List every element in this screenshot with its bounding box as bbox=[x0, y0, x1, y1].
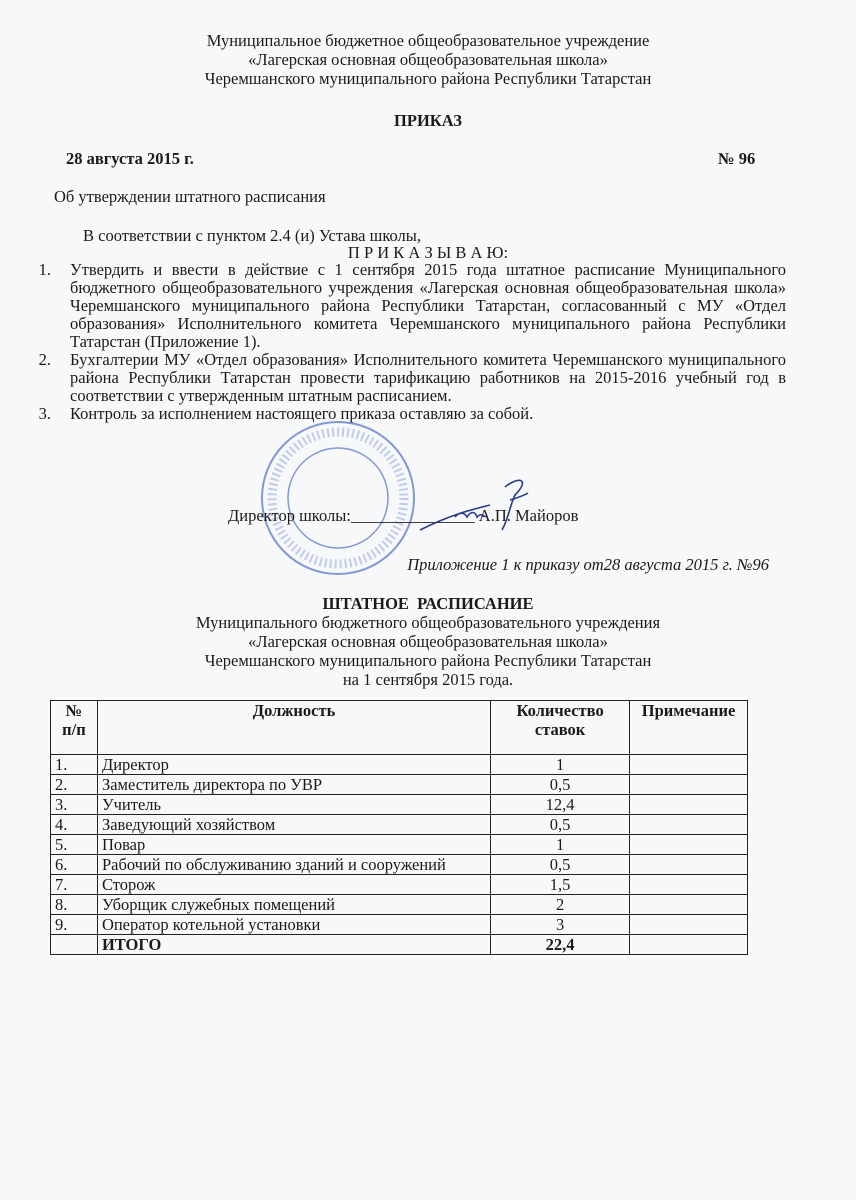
total-quantity: 22,4 bbox=[491, 935, 630, 955]
order-items bbox=[26, 261, 786, 423]
cell-note bbox=[630, 915, 748, 935]
subtitle-line: Черемшанского муниципального района Республики Татарстан bbox=[204, 651, 652, 670]
item-number: 1. bbox=[38, 260, 51, 279]
header-line: Черемшанского муниципального района Республики Татарстан bbox=[204, 69, 652, 88]
cell-number: 5. bbox=[51, 835, 98, 855]
cell-quantity: 0,5 bbox=[491, 855, 630, 875]
subtitle-line: Муниципального бюджетного общеобразовательного учреждения bbox=[195, 613, 661, 632]
appendix-title: ШТАТНОЕ РАСПИСАНИЕ bbox=[322, 594, 534, 613]
cell-number: 7. bbox=[51, 875, 98, 895]
cell-position: Заведующий хозяйством bbox=[97, 815, 490, 835]
cell-quantity: 1 bbox=[491, 755, 630, 775]
subtitle-line: на 1 сентября 2015 года. bbox=[342, 670, 514, 689]
cell-note bbox=[630, 855, 748, 875]
signature-label: Директор школы: bbox=[228, 506, 351, 525]
cell-position: Заместитель директора по УВР bbox=[97, 775, 490, 795]
header-quantity: Количество ставок bbox=[491, 701, 630, 755]
cell-position: Повар bbox=[97, 835, 490, 855]
item-text: Бухгалтерии МУ «Отдел образования» Исполнительного комитета Черемшанского муниципального района Республики Татарстан провести тарификацию работников на 2015-2016 учебный год в соответствии с утвержденным штатным расписанием. bbox=[70, 350, 786, 405]
header-position: Должность bbox=[97, 701, 490, 755]
header-line: «Лагерская основная общеобразовательная школа» bbox=[248, 50, 608, 69]
header-line: Муниципальное бюджетное общеобразовательное учреждение bbox=[206, 31, 650, 50]
appendix-note: Приложение 1 к приказу от28 августа 2015 г. №96 bbox=[407, 555, 769, 574]
header-note: Примечание bbox=[630, 701, 748, 755]
cell-note bbox=[630, 755, 748, 775]
order-item bbox=[26, 351, 786, 405]
cell-position: Рабочий по обслуживанию зданий и сооружений bbox=[97, 855, 490, 875]
cell-position: Учитель bbox=[97, 795, 490, 815]
order-item bbox=[26, 261, 786, 351]
cell-number: 2. bbox=[51, 775, 98, 795]
table-row bbox=[51, 775, 748, 795]
appendix-subtitle bbox=[0, 613, 856, 689]
cell-quantity: 12,4 bbox=[491, 795, 630, 815]
total-label: ИТОГО bbox=[97, 935, 490, 955]
table-row bbox=[51, 915, 748, 935]
cell-position: Сторож bbox=[97, 875, 490, 895]
institution-header bbox=[0, 31, 856, 88]
cell-number: 8. bbox=[51, 895, 98, 915]
cell-quantity: 1,5 bbox=[491, 875, 630, 895]
table-header-row bbox=[51, 701, 748, 755]
cell-quantity: 0,5 bbox=[491, 775, 630, 795]
table-row bbox=[51, 875, 748, 895]
cell-empty bbox=[51, 935, 98, 955]
subtitle-line: «Лагерская основная общеобразовательная школа» bbox=[248, 632, 608, 651]
cell-note bbox=[630, 895, 748, 915]
cell-empty bbox=[630, 935, 748, 955]
table-row bbox=[51, 835, 748, 855]
table-row bbox=[51, 795, 748, 815]
order-basis: В соответствии с пунктом 2.4 (и) Устава школы, bbox=[83, 226, 421, 245]
handwritten-signature bbox=[410, 475, 560, 545]
cell-position: Директор bbox=[97, 755, 490, 775]
cell-number: 4. bbox=[51, 815, 98, 835]
cell-note bbox=[630, 815, 748, 835]
item-number: 2. bbox=[38, 350, 51, 369]
staff-table bbox=[50, 700, 748, 955]
cell-quantity: 0,5 bbox=[491, 815, 630, 835]
order-number: № 96 bbox=[718, 149, 756, 168]
table-total-row bbox=[51, 935, 748, 955]
order-decree: П Р И К А З Ы В А Ю: bbox=[347, 243, 509, 262]
cell-number: 3. bbox=[51, 795, 98, 815]
cell-quantity: 1 bbox=[491, 835, 630, 855]
signer-name: А.П. Майоров bbox=[478, 506, 579, 525]
signature-line: _______________ bbox=[350, 506, 475, 525]
cell-quantity: 2 bbox=[491, 895, 630, 915]
cell-note bbox=[630, 775, 748, 795]
order-title: ПРИКАЗ bbox=[394, 111, 462, 130]
order-subject: Об утверждении штатного расписания bbox=[54, 187, 326, 206]
cell-number: 9. bbox=[51, 915, 98, 935]
cell-note bbox=[630, 835, 748, 855]
table-row bbox=[51, 755, 748, 775]
cell-number: 6. bbox=[51, 855, 98, 875]
item-text: Утвердить и ввести в действие с 1 сентября 2015 года штатное расписание Муниципального бюджетного общеобразовательного учреждения «Лагерская основная общеобразовательная школа» Черемшанского муниципального района Республики Татарстан, согласованный с МУ «Отдел образования» Исполнительного комитета Черемшанского муниципального района Республики Татарстан (Приложение 1). bbox=[70, 260, 786, 351]
order-date: 28 августа 2015 г. bbox=[66, 149, 194, 168]
cell-number: 1. bbox=[51, 755, 98, 775]
cell-note bbox=[630, 795, 748, 815]
item-number: 3. bbox=[38, 404, 51, 423]
table-row bbox=[51, 855, 748, 875]
cell-position: Оператор котельной установки bbox=[97, 915, 490, 935]
table-row bbox=[51, 895, 748, 915]
cell-note bbox=[630, 875, 748, 895]
cell-position: Уборщик служебных помещений bbox=[97, 895, 490, 915]
header-number: № п/п bbox=[51, 701, 98, 755]
cell-quantity: 3 bbox=[491, 915, 630, 935]
official-stamp bbox=[258, 418, 418, 578]
item-text: Контроль за исполнением настоящего приказа оставляю за собой. bbox=[70, 404, 534, 423]
table-row bbox=[51, 815, 748, 835]
